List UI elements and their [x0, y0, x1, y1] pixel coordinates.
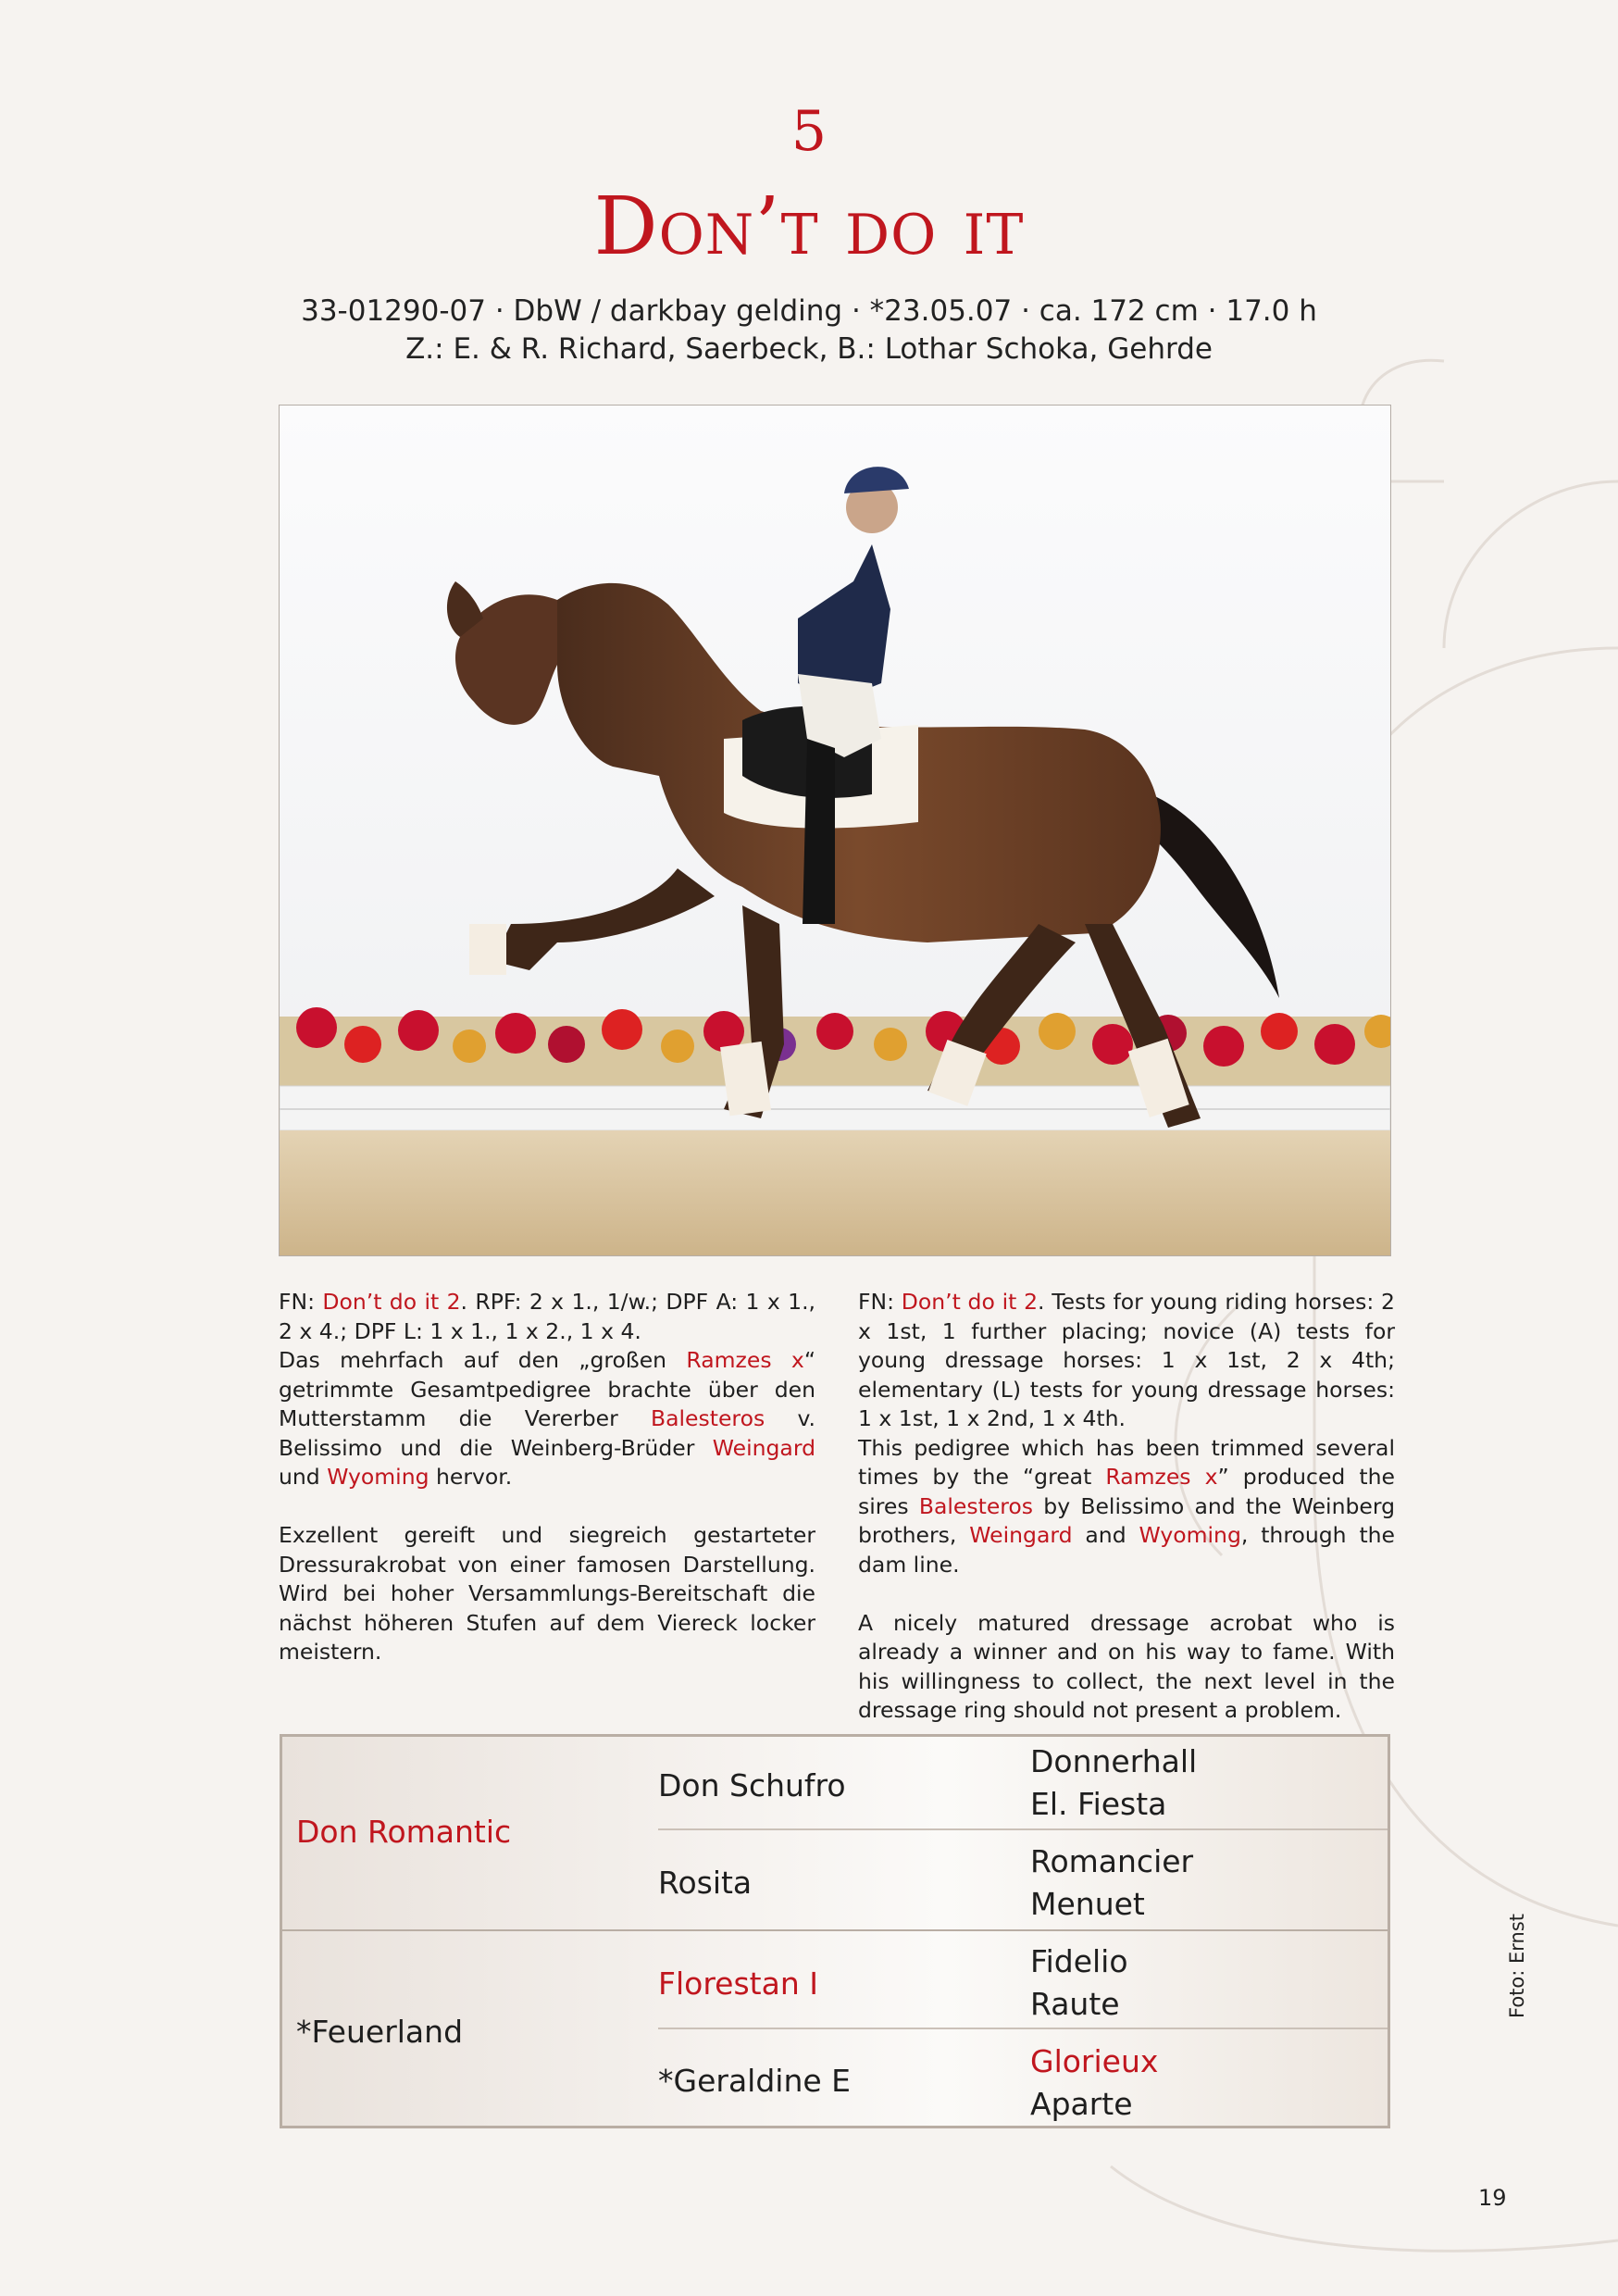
pedigree-dd-sire: Glorieux: [1030, 2043, 1159, 2079]
german-pedigree-text: [279, 1346, 815, 1492]
text-fragment: “ getrimmte Gesamtpedigree brachte über den Mutterstamm die Vererber: [279, 1347, 815, 1431]
pedigree-ss-dam: El. Fiesta: [1030, 1786, 1167, 1822]
pedigree-divider: [658, 1828, 1388, 1830]
pedigree-ds-dam: Raute: [1030, 1986, 1120, 2022]
highlight-wyoming: Wyoming: [1139, 1522, 1241, 1548]
highlight-wyoming: Wyoming: [327, 1464, 429, 1490]
text-fragment: ” produced the sires: [858, 1464, 1395, 1519]
page-number: 19: [1478, 2185, 1507, 2211]
horse-info-line: 33-01290-07 · DbW / darkbay gelding · *23.05.07 · ca. 172 cm · 17.0 h: [301, 294, 1317, 328]
horse-and-rider-photo: [279, 405, 1391, 1256]
photo-credit: Foto: Ernst: [1506, 1913, 1528, 2018]
highlight-weingard: Weingard: [969, 1522, 1073, 1548]
text-fragment: Das mehrfach auf den „großen: [279, 1347, 687, 1373]
pedigree-ds-sire: Fidelio: [1030, 1943, 1128, 1979]
pedigree-divider: [282, 1929, 1388, 1931]
fn-horse-name: Don’t do it 2: [901, 1289, 1039, 1315]
german-summary: Exzellent gereift und siegreich gestarteter Dressurakrobat von einer famosen Darstellung. Wird bei hoher Versammlungs-Bereitschaft die nächst höheren Stufen auf dem Viereck locker meistern.: [279, 1522, 815, 1665]
english-description: [858, 1288, 1395, 1726]
paragraph-gap: [858, 1579, 1395, 1609]
results-text: . RPF: 2 x 1., 1/w.; DPF A: 1 x 1., 2 x 4.; DPF L: 1 x 1., 1 x 2., 1 x 4.: [279, 1289, 816, 1344]
text-fragment: v. Belissimo und die Weinberg-Brüder: [279, 1405, 815, 1461]
pedigree-table: [280, 1734, 1390, 2128]
pedigree-dd-dam: Aparte: [1030, 2086, 1133, 2122]
pedigree-sire-dam: Rosita: [658, 1865, 753, 1901]
pedigree-dam-dam: *Geraldine E: [658, 2063, 852, 2099]
pedigree-sire: Don Romantic: [296, 1814, 512, 1850]
pedigree-sd-dam: Menuet: [1030, 1886, 1145, 1922]
highlight-ramzes: Ramzes x: [686, 1347, 804, 1373]
horse-name-title: Don’t do it: [593, 181, 1025, 273]
text-fragment: This pedigree which has been trimmed several times by the “great: [858, 1434, 1395, 1490]
text-fragment: und: [279, 1464, 328, 1490]
highlight-balesteros: Balesteros: [651, 1405, 765, 1431]
text-fragment: by Belissimo and the Weinberg brothers,: [858, 1492, 1396, 1548]
pedigree-ss-sire: Donnerhall: [1030, 1743, 1198, 1779]
text-fragment: hervor.: [429, 1464, 513, 1490]
english-results: [858, 1288, 1395, 1434]
german-description: [279, 1288, 815, 1667]
pedigree-divider: [658, 2028, 1388, 2029]
text-fragment: and: [1072, 1522, 1139, 1548]
english-pedigree-text: [858, 1434, 1395, 1580]
text-fragment: , through the dam line.: [858, 1522, 1396, 1578]
pedigree-sd-sire: Romancier: [1030, 1843, 1194, 1879]
pedigree-dam: *Feuerland: [296, 2014, 464, 2050]
pedigree-dam-sire: Florestan I: [658, 1965, 818, 2002]
german-results: [279, 1288, 815, 1346]
fn-horse-name: Don’t do it 2: [322, 1289, 461, 1315]
english-summary: A nicely matured dressage acrobat who is already a winner and on his way to fame. With his willingness to collect, the next level in the dressage ring should not present a problem.: [858, 1609, 1395, 1723]
highlight-balesteros: Balesteros: [918, 1492, 1034, 1519]
fn-label: FN:: [279, 1289, 323, 1315]
results-text: . Tests for young riding horses: 2 x 1st, 1 further placing; novice (A) tests for young dressage horses: 1 x 1st, 2 x 4th; elementary (L) tests for young dressage horses: 1 x 1st, 1 x 2nd, 1 x 4th.: [858, 1289, 1396, 1431]
pedigree-sire-sire: Don Schufro: [658, 1767, 846, 1803]
fn-label: FN:: [858, 1289, 902, 1315]
highlight-weingard: Weingard: [712, 1434, 815, 1461]
breeder-owner-line: Z.: E. & R. Richard, Saerbeck, B.: Lothar Schoka, Gehrde: [405, 332, 1213, 366]
lot-number: 5: [790, 99, 828, 164]
paragraph-gap: [279, 1492, 815, 1522]
highlight-ramzes: Ramzes x: [1105, 1464, 1218, 1490]
